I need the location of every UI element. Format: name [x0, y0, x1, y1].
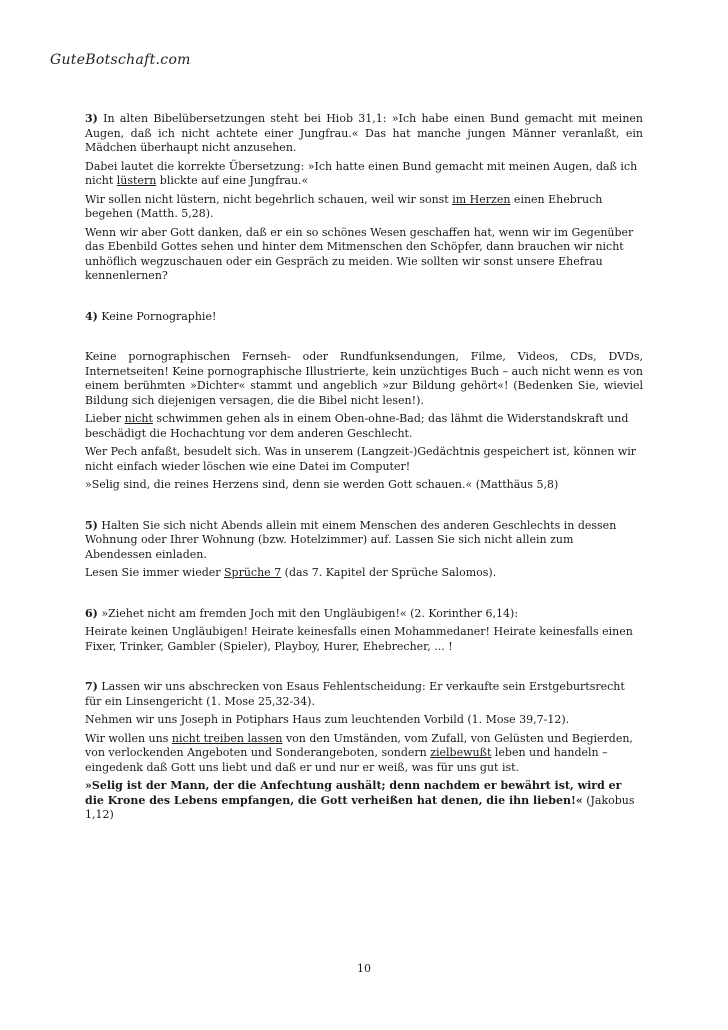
text-span: von den Umständen, vom Zufall, von Gelüsten und Begierden, von verlockenden Angeboten und Sonderangeboten, sondern — [85, 731, 633, 759]
section-4-title: Keine Pornographie! — [97, 309, 217, 323]
underlined-word: nicht — [124, 412, 153, 425]
section-7-text: Lassen wir uns abschrecken von Esaus Fehlentscheidung: Er verkaufte sein Erstgeburtsrecht für ein Linsengericht (1. Mose 25,32-34). — [85, 680, 625, 708]
section-4-quote: »Selig sind, die reines Herzens sind, denn sie werden Gott schauen.« (Matthäus 5,8) — [85, 478, 559, 491]
text-span: einen Ehebruch begehen (Matth. 5,28). — [85, 192, 603, 220]
section-7-paragraph-3 — [85, 732, 643, 776]
section-3-intro — [85, 112, 643, 156]
section-5-intro — [85, 519, 643, 563]
site-header: GuteBotschaft.com — [50, 52, 191, 68]
section-7-quote — [85, 779, 643, 823]
underlined-word: Sprüche 7 — [224, 566, 282, 579]
section-4-paragraph-3: Wer Pech anfaßt, besudelt sich. Was in unserem (Langzeit-)Gedächtnis gespeichert ist, können wir nicht einfach wieder löschen wie eine Datei im Computer! — [85, 445, 637, 473]
section-6-label: 6) — [85, 606, 98, 620]
section-4-heading — [85, 310, 643, 325]
section-6-intro — [85, 607, 643, 622]
section-3-paragraph-3 — [85, 193, 643, 222]
underlined-word: zielbewußt — [430, 746, 492, 759]
section-5-paragraph-2 — [85, 566, 643, 581]
text-span: Lesen Sie immer wieder — [85, 566, 225, 579]
section-7-paragraph-2: Nehmen wir uns Joseph in Potiphars Haus zum leuchtenden Vorbild (1. Mose 39,7-12). — [85, 713, 570, 726]
underlined-word: im Herzen — [452, 192, 511, 206]
section-7-intro — [85, 680, 643, 709]
section-4 — [85, 350, 643, 493]
text-span: Dabei lautet die korrekte Übersetzung: »Ich hatte einen Bund gemacht mit meinen Augen, daß ich nicht — [85, 159, 638, 187]
section-4-heading-block — [85, 310, 643, 325]
text-span: blickte auf eine Jungfrau.« — [156, 174, 309, 187]
text-span: Wir sollen nicht lüstern, nicht begehrlich schauen, weil wir sonst — [85, 192, 453, 206]
section-7-label: 7) — [85, 680, 98, 693]
section-3-text: In alten Bibelübersetzungen steht bei Hiob 31,1: »Ich habe einen Bund gemacht mit meinen Augen, daß ich nicht achtete einer Jungfrau.« Das hat manche jungen Männer veranlaßt, ein Mädchen überhaupt nicht anzusehen. — [85, 112, 643, 154]
section-5-label: 5) — [85, 518, 98, 532]
section-3 — [85, 112, 643, 284]
text-span: (das 7. Kapitel der Sprüche Salomos). — [281, 566, 497, 579]
text-span: Wir wollen uns — [85, 731, 172, 745]
bold-quote: »Selig ist der Mann, der die Anfechtung aushält; denn nachdem er bewährt ist, wird er die Krone des Lebens empfangen, die Gott verheißen hat denen, die ihn lieben!« — [85, 779, 622, 807]
text-span: leben und handeln – eingedenk daß Gott uns liebt und daß er und nur er weiß, was für uns gut ist. — [85, 746, 608, 774]
section-6 — [85, 607, 643, 655]
text-span: Lieber — [85, 412, 125, 425]
page-content — [85, 112, 643, 827]
underlined-word: lüstern — [116, 174, 157, 187]
section-5-text: Halten Sie sich nicht Abends allein mit einem Menschen des anderen Geschlechts in dessen Wohnung oder Ihrer Wohnung (bzw. Hotelzimmer) auf. Lassen Sie sich nicht allein zum Abendessen einladen. — [85, 518, 617, 561]
section-4-paragraph-2 — [85, 412, 643, 441]
text-span: schwimmen gehen als in einem Oben-ohne-Bad; das lähmt die Widerstandskraft und beschädigt die Hochachtung vor dem anderen Geschlecht. — [85, 412, 629, 440]
section-3-paragraph-4: Wenn wir aber Gott danken, daß er ein so schönes Wesen geschaffen hat, wenn wir im Gegenüber das Ebenbild Gottes sehen und hinter dem Mitmenschen den Schöpfer, dann brauchen wir nicht unhöflich wegzuschauen oder ein Gespräch zu meiden. Wie sollten wir sonst unsere Ehefrau kennenlernen? — [85, 225, 634, 282]
section-5 — [85, 519, 643, 581]
section-7 — [85, 680, 643, 823]
quote-reference: (Jakobus 1,12) — [85, 793, 635, 821]
section-6-text: »Ziehet nicht am fremden Joch mit den Ungläubigen!« (2. Korinther 6,14): — [97, 606, 519, 620]
section-6-paragraph-2: Heirate keinen Ungläubigen! Heirate keinesfalls einen Mohammedaner! Heirate keinesfalls einen Fixer, Trinker, Gambler (Spieler), Playboy, Hurer, Ehebrecher, ... ! — [85, 625, 633, 653]
page-number: 10 — [357, 962, 371, 975]
section-3-label: 3) — [85, 112, 98, 125]
section-4-label: 4) — [85, 309, 98, 323]
section-4-paragraph-1: Keine pornographischen Fernseh- oder Rundfunksendungen, Filme, Videos, CDs, DVDs, Internetseiten! Keine pornographische Illustrierte, kein unzüchtiges Buch – auch nicht wenn es von einem berühmten »Dichter« stammt und angeblich »zur Bildung gehört«! (Bedenken Sie, wieviel Bildung sich diejenigen versagen, die die Bibel nicht lesen!). — [85, 350, 643, 407]
underlined-phrase: nicht treiben lassen — [171, 731, 283, 745]
section-3-paragraph-2 — [85, 160, 643, 189]
